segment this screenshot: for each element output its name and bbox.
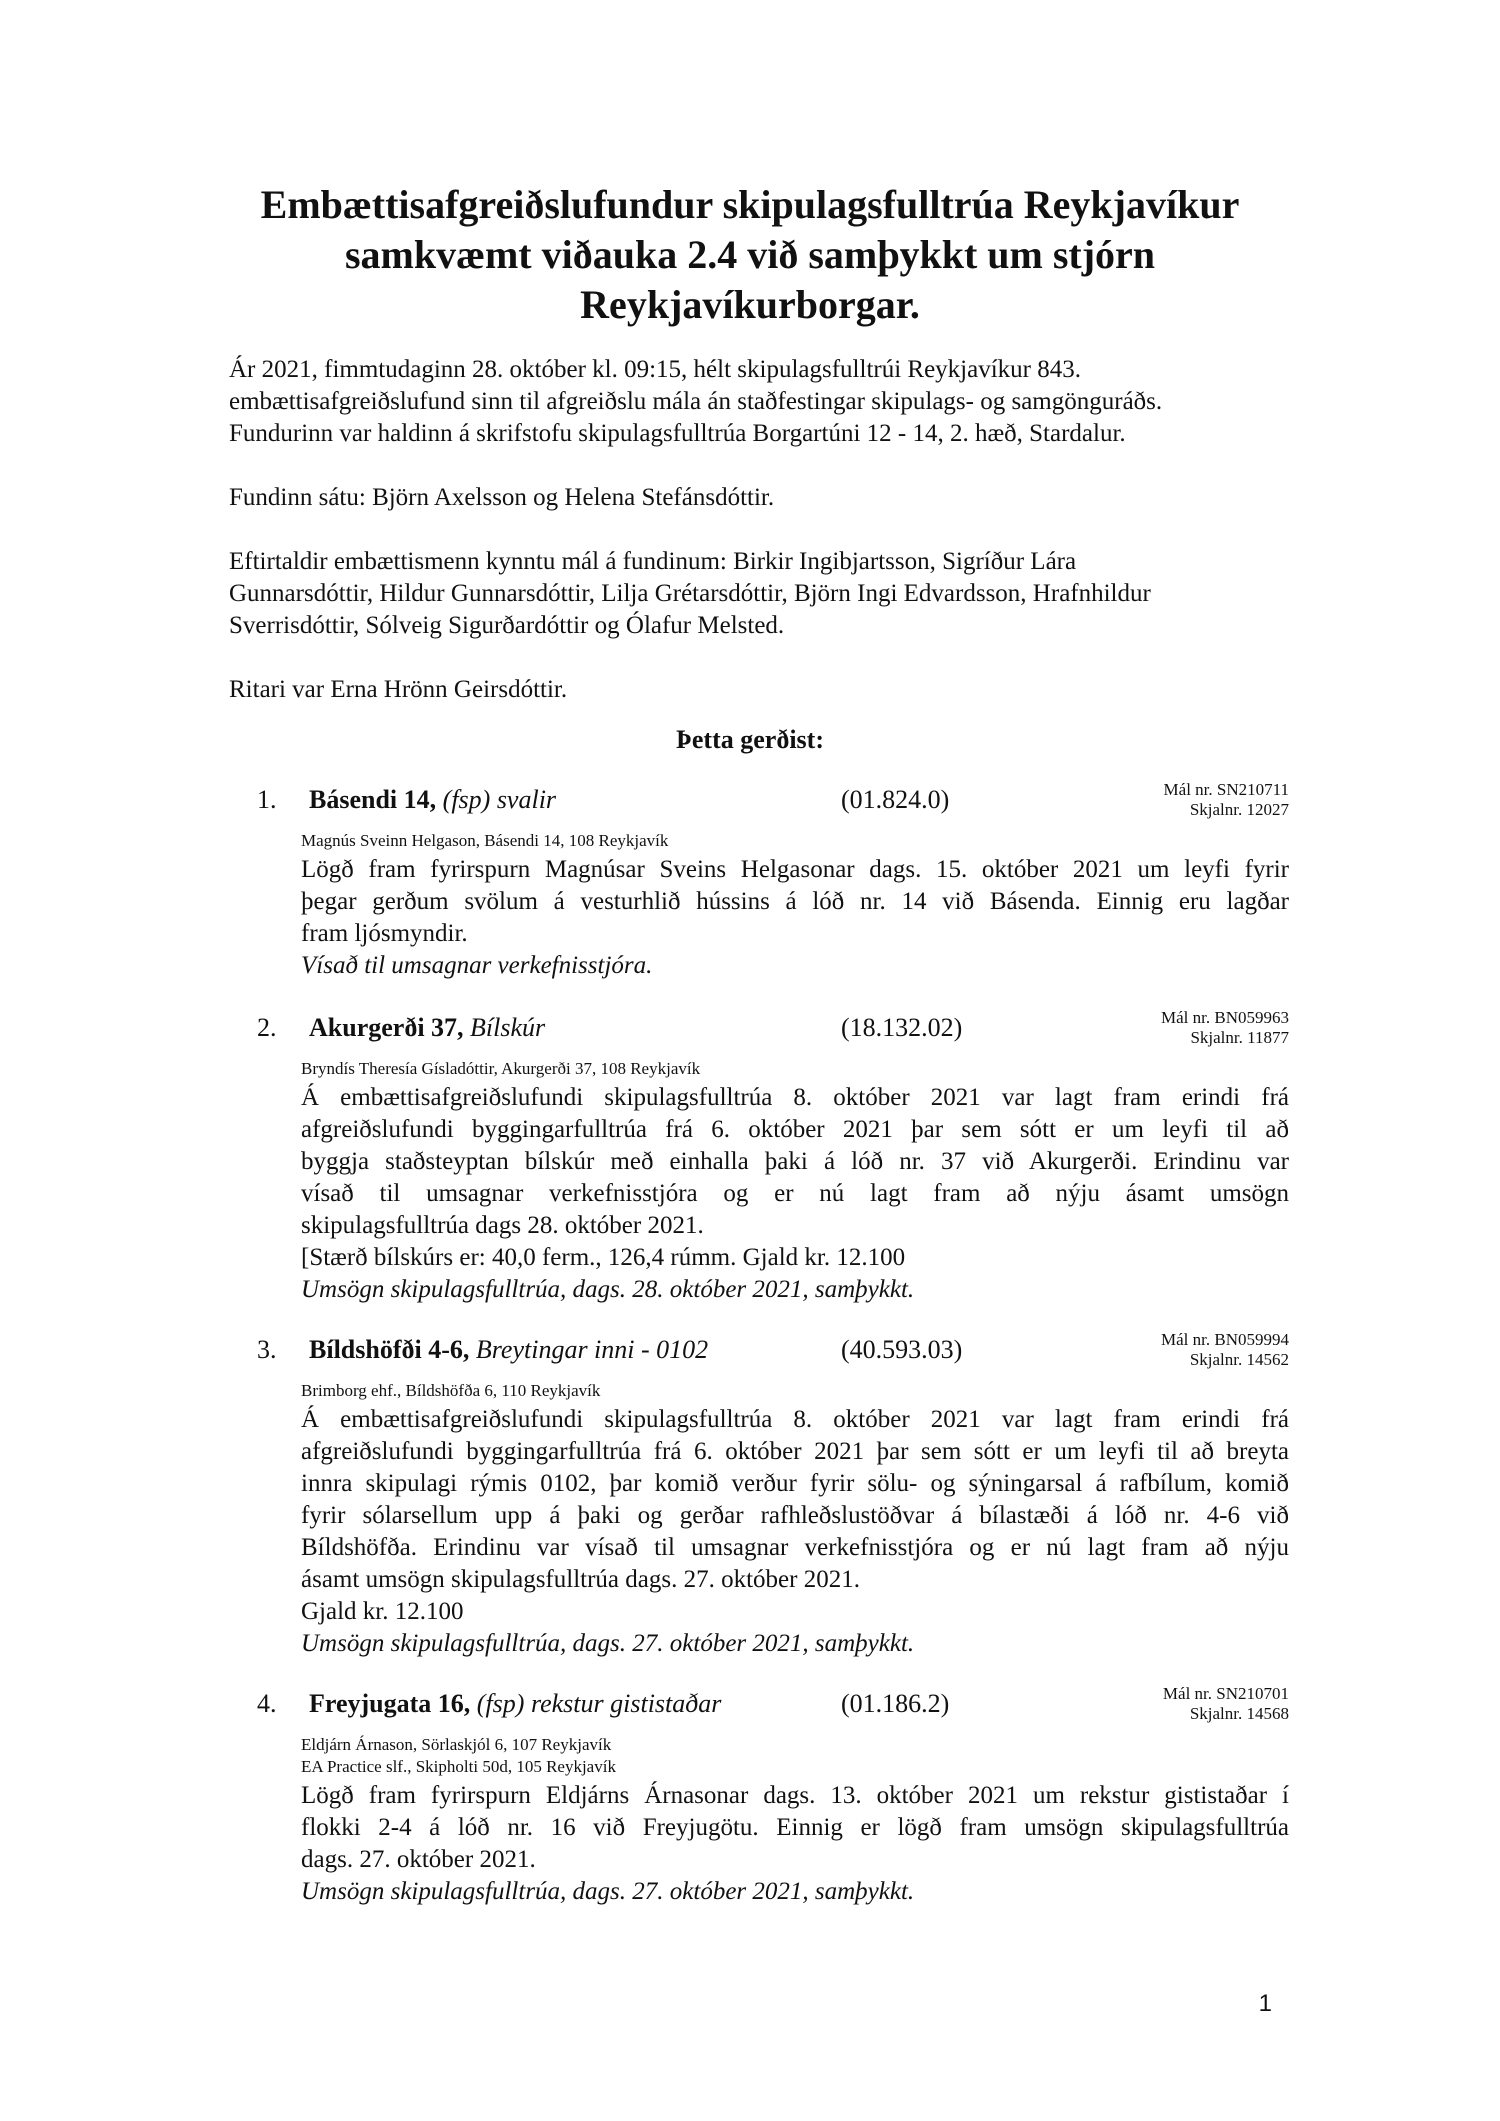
item-conclusion: Umsögn skipulagsfulltrúa, dags. 28. október 2021, samþykkt. [301, 1276, 915, 1303]
land-code: (18.132.02) [841, 1013, 963, 1042]
opening-line: Fundurinn var haldinn á skrifstofu skipulagsfulltrúa Borgartúni 12 - 14, 2. hæð, Stardalur. [229, 420, 1126, 447]
applicant-line: Eldjárn Árnason, Sörlaskjól 6, 107 Reykjavík [301, 1735, 612, 1754]
body-line: Á embættisafgreiðslufundi skipulagsfulltrúa 8. október 2021 var lagt fram erindi frá [301, 1084, 1289, 1111]
applicant-line: Bryndís Theresía Gísladóttir, Akurgerði 37, 108 Reykjavík [301, 1059, 701, 1078]
body-line: afgreiðslufundi byggingarfulltrúa frá 6. október 2021 þar sem sótt er um leyfi til að [301, 1116, 1289, 1143]
section-heading: Þetta gerðist: [676, 725, 824, 754]
item-body [301, 854, 1289, 982]
item-subject: (fsp) svalir [442, 785, 557, 814]
item-conclusion: Vísað til umsagnar verkefnisstjóra. [301, 952, 653, 979]
opening-line: Ár 2021, fimmtudaginn 28. október kl. 09:15, hélt skipulagsfulltrúi Reykjavíkur 843. [229, 356, 1081, 383]
item-title [309, 784, 556, 816]
item-title [309, 1012, 545, 1044]
title-line: Reykjavíkurborgar. [580, 282, 920, 327]
fee-line: [Stærð bílskúrs er: 40,0 ferm., 126,4 rúmm. Gjald kr. 12.100 [301, 1244, 906, 1271]
item-title [309, 1688, 721, 1720]
body-line: þegar gerðum svölum á vesturhlið hússins á lóð nr. 14 við Básenda. Einnig eru lagðar [301, 888, 1289, 915]
officials-paragraph [229, 546, 1289, 642]
item-number: 1. [257, 785, 277, 814]
item-header [229, 1684, 1289, 1734]
body-line: dags. 27. október 2021. [301, 1846, 536, 1873]
applicants [301, 830, 1289, 852]
officials-line: Gunnarsdóttir, Hildur Gunnarsdóttir, Lilja Grétarsdóttir, Björn Ingi Edvardsson, Hrafnhildur [229, 580, 1151, 607]
item-body [301, 1780, 1289, 1908]
item-body [301, 1082, 1289, 1306]
title-line: Embættisafgreiðslufundur skipulagsfulltrúa Reykjavíkur [260, 182, 1240, 227]
case-reference [1161, 1008, 1289, 1048]
applicant-line: EA Practice slf., Skipholti 50d, 105 Reykjavík [301, 1757, 616, 1776]
item-number: 4. [257, 1689, 277, 1718]
title-line: samkvæmt viðauka 2.4 við samþykkt um stjórn [344, 232, 1156, 277]
item-number: 2. [257, 1013, 277, 1042]
attendees-paragraph [229, 482, 1289, 514]
body-line: Á embættisafgreiðslufundi skipulagsfulltrúa 8. október 2021 var lagt fram erindi frá [301, 1406, 1289, 1433]
body-line: innra skipulagi rýmis 0102, þar komið verður fyrir sölu- og sýningarsal á rafbílum, komið [301, 1470, 1289, 1497]
item-subject: (fsp) rekstur gististaðar [476, 1689, 722, 1718]
body-line: afgreiðslufundi byggingarfulltrúa frá 6. október 2021 þar sem sótt er um leyfi til að breyta [301, 1438, 1289, 1465]
land-code: (40.593.03) [841, 1335, 963, 1364]
agenda-item [229, 780, 1289, 982]
document-number: Skjalnr. 14568 [1189, 1704, 1289, 1723]
case-number: Mál nr. BN059963 [1161, 1008, 1289, 1027]
case-reference [1163, 1684, 1289, 1724]
case-number: Mál nr. BN059994 [1161, 1330, 1289, 1349]
body-line: fyrir sólarsellum upp á þaki og gerðar rafhleðslustöðvar á bílastæði á lóð nr. 4-6 við [301, 1502, 1289, 1529]
applicant-line: Magnús Sveinn Helgason, Básendi 14, 108 Reykjavík [301, 831, 669, 850]
fee-line: Gjald kr. 12.100 [301, 1598, 464, 1625]
body-line: ásamt umsögn skipulagsfulltrúa dags. 27. október 2021. [301, 1566, 860, 1593]
attendees-line: Fundinn sátu: Björn Axelsson og Helena Stefánsdóttir. [229, 484, 775, 511]
officials-line: Sverrisdóttir, Sólveig Sigurðardóttir og Ólafur Melsted. [229, 612, 785, 639]
page-title [230, 180, 1270, 330]
agenda-item [229, 1008, 1289, 1306]
applicants [301, 1734, 1289, 1778]
body-line: flokki 2-4 á lóð nr. 16 við Freyjugötu. Einnig er lögð fram umsögn skipulagsfulltrúa [301, 1814, 1289, 1841]
case-number: Mál nr. SN210701 [1162, 1684, 1289, 1703]
item-subject: Breytingar inni - 0102 [475, 1335, 709, 1364]
page-number: 1 [1258, 1990, 1272, 2017]
secretary-paragraph [229, 674, 1289, 706]
body-line: Bíldshöfða. Erindinu var vísað til umsagnar verkefnisstjóra og er nú lagt fram að nýju [301, 1534, 1289, 1561]
body-line: vísað til umsagnar verkefnisstjóra og er nú lagt fram að nýju ásamt umsögn [301, 1180, 1289, 1207]
item-address: Freyjugata 16, [309, 1689, 471, 1718]
case-number: Mál nr. SN210711 [1163, 780, 1289, 799]
case-reference [1161, 1330, 1289, 1370]
document-number: Skjalnr. 12027 [1189, 800, 1289, 819]
document-number: Skjalnr. 11877 [1190, 1028, 1289, 1047]
item-conclusion: Umsögn skipulagsfulltrúa, dags. 27. október 2021, samþykkt. [301, 1878, 915, 1905]
body-line: Lögð fram fyrirspurn Eldjárns Árnasonar dags. 13. október 2021 um rekstur gististaðar í [301, 1782, 1289, 1809]
body-line: Lögð fram fyrirspurn Magnúsar Sveins Helgasonar dags. 15. október 2021 um leyfi fyrir [301, 856, 1289, 883]
item-address: Akurgerði 37, [309, 1013, 464, 1042]
officials-line: Eftirtaldir embættismenn kynntu mál á fundinum: Birkir Ingibjartsson, Sigríður Lára [229, 548, 1077, 575]
body-line: byggja staðsteyptan bílskúr með einhalla þaki á lóð nr. 37 við Akurgerði. Erindinu var [301, 1148, 1289, 1175]
item-address: Básendi 14, [309, 785, 437, 814]
item-number: 3. [257, 1335, 277, 1364]
item-title [309, 1334, 708, 1366]
applicant-line: Brimborg ehf., Bíldshöfða 6, 110 Reykjavík [301, 1381, 601, 1400]
item-header [229, 1008, 1289, 1058]
land-code: (01.824.0) [841, 785, 950, 814]
applicants [301, 1380, 1289, 1402]
agenda-item [229, 1330, 1289, 1660]
item-address: Bíldshöfði 4-6, [309, 1335, 470, 1364]
opening-paragraph [229, 354, 1289, 450]
body-line: skipulagsfulltrúa dags 28. október 2021. [301, 1212, 704, 1239]
agenda-item [229, 1684, 1289, 1908]
item-subject: Bílskúr [470, 1013, 546, 1042]
item-body [301, 1404, 1289, 1660]
item-conclusion: Umsögn skipulagsfulltrúa, dags. 27. október 2021, samþykkt. [301, 1630, 915, 1657]
item-header [229, 1330, 1289, 1380]
item-header [229, 780, 1289, 830]
secretary-line: Ritari var Erna Hrönn Geirsdóttir. [229, 676, 568, 703]
body-line: fram ljósmyndir. [301, 920, 468, 947]
opening-line: embættisafgreiðslufund sinn til afgreiðslu mála án staðfestingar skipulags- og samgönguráðs. [229, 388, 1163, 415]
meeting-intro [229, 354, 1289, 738]
land-code: (01.186.2) [841, 1689, 950, 1718]
case-reference [1164, 780, 1289, 820]
applicants [301, 1058, 1289, 1080]
document-number: Skjalnr. 14562 [1189, 1350, 1289, 1369]
